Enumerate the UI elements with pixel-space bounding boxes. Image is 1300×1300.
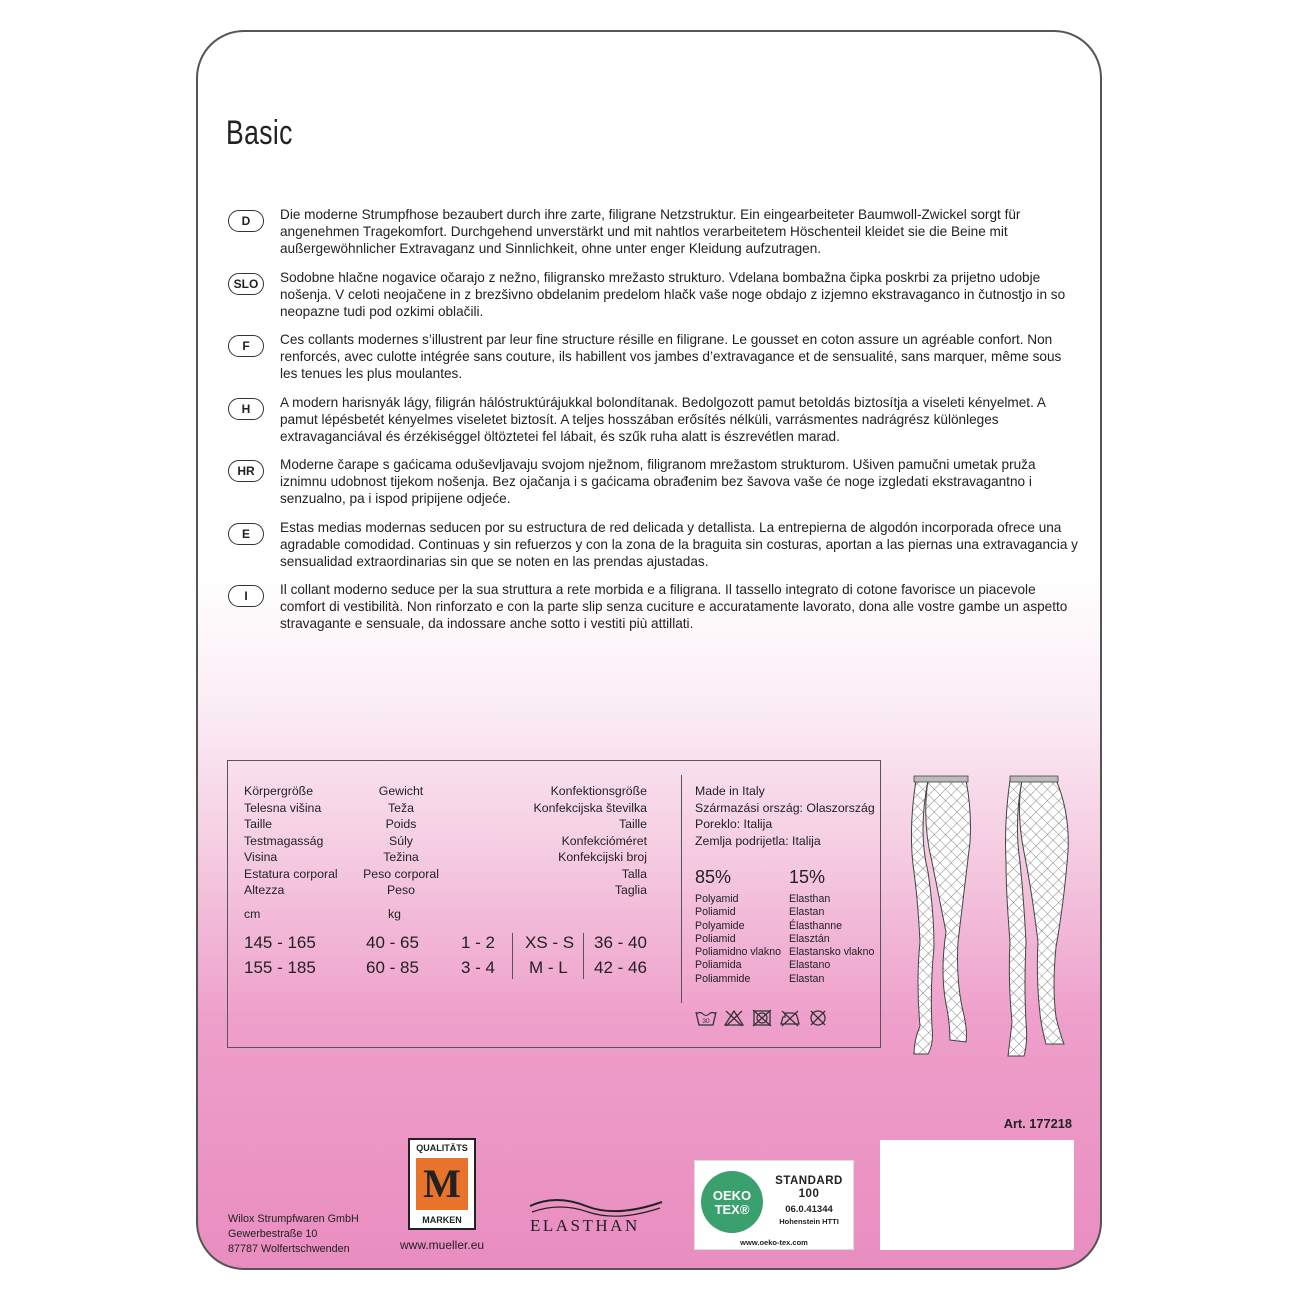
material: Poliammide bbox=[695, 972, 751, 985]
description-text: Sodobne hlačne nogavice očarajo z nežno, filigransko mrežasto strukturo. Vdelana bombažna čipka poskrbi za prijetno udobje nošenja. V celoti neojačene in z brezšivno obdelanim predelom hlačk vaše noge obdajo z izjemno ekstravaganco in čutnostjo in so neopazne tudi pod ozkimi oblačili. bbox=[280, 269, 1066, 319]
letter-row-2: M - L bbox=[529, 958, 568, 977]
no-iron-icon bbox=[779, 1009, 801, 1027]
description-text: Moderne čarape s gaćicama oduševljavaju svojom nježnom, filigranom mrežastom strukturom. Ušiven pamučni umetak pruža iznimnu udobnost tijekom nošenja. Bez ojačanja i s gaćicama obrađenim bez šavova vaše će noge izgledati ekstravagantno i senzualno, pa i ispod pripijene odjeće. bbox=[280, 457, 1036, 506]
label: Taille bbox=[244, 817, 273, 831]
address-line: Gewerbestraße 10 bbox=[228, 1228, 318, 1240]
label: Konfekcijska številka bbox=[533, 800, 647, 815]
size-row-1: 1 - 2 bbox=[461, 933, 496, 952]
label: Taglia bbox=[614, 883, 647, 897]
label: Konfekcijski broj bbox=[558, 850, 647, 864]
label: Taille bbox=[618, 817, 647, 831]
height-labels bbox=[244, 783, 338, 899]
oeko-line2: TEX® bbox=[714, 1202, 750, 1217]
oeko-tex-label bbox=[694, 1160, 854, 1250]
material: Elasthan bbox=[789, 893, 831, 905]
label: Testmagasság bbox=[244, 833, 324, 848]
material: Polyamide bbox=[695, 919, 745, 932]
description-text: Estas medias modernas seducen por su estructura de red delicada y detallista. La entrepierna de algodón incorporada ofrece una agradable comodidad. Continuas y sin refuerzos y con la zona de la braguita sin costuras, aportan a las piernas una extravagancia y sensualidad extraordinarias sin que se noten en las prendas ajustadas. bbox=[280, 519, 1078, 569]
elastane-percent: 15% bbox=[789, 867, 826, 887]
polyamide-names bbox=[695, 893, 781, 986]
no-tumble-dry-icon bbox=[751, 1009, 773, 1027]
height-row-1: 145 - 165 bbox=[244, 933, 316, 952]
description-h bbox=[226, 394, 1076, 457]
label: Estatura corporal bbox=[244, 866, 338, 881]
oeko-line1: OEKO bbox=[712, 1188, 752, 1203]
description-i bbox=[226, 581, 1076, 644]
weight-labels bbox=[346, 783, 456, 899]
material: Poliamida bbox=[695, 959, 742, 972]
material: Elastan bbox=[789, 972, 825, 985]
address-line: 87787 Wolfertschwenden bbox=[228, 1243, 350, 1255]
label: Altezza bbox=[244, 883, 285, 897]
address-line: Wilox Strumpfwaren GmbH bbox=[228, 1213, 359, 1225]
lang-badge-d: D bbox=[228, 210, 264, 232]
description-text: Ces collants modernes s’illustrent par leur fine structure résille en filigrane. Le gousset en coton assure un agréable confort. Non renforcés, avec culotte intégrée sans couture, ils habillent vos jambes d’extravagance et de sensualité, sans marquer, même sous les tenues les plus moulantes. bbox=[280, 332, 1062, 381]
care-symbols bbox=[695, 1009, 829, 1027]
origin-line: Made in Italy bbox=[695, 784, 765, 798]
logo-bottom-text: MARKEN bbox=[422, 1215, 462, 1225]
label: Talla bbox=[621, 866, 647, 881]
label: Súly bbox=[389, 833, 413, 848]
column-divider bbox=[512, 933, 513, 979]
oeko-institute: Hohenstein HTTI bbox=[779, 1217, 839, 1226]
label: Konfektionsgröße bbox=[550, 784, 647, 798]
column-divider bbox=[583, 933, 584, 979]
elastane-names bbox=[789, 893, 874, 986]
manufacturer-address bbox=[228, 1212, 359, 1257]
letter-row-1: XS - S bbox=[525, 933, 575, 952]
elasthan-logo-text: ELASTHAN bbox=[530, 1216, 640, 1235]
description-slo bbox=[226, 269, 1076, 332]
label: Težina bbox=[383, 850, 419, 864]
unit-kg: kg bbox=[388, 907, 401, 921]
size-labels bbox=[534, 783, 647, 899]
description-text: Il collant moderno seduce per la sua struttura a rete morbida e a filigrana. Il tassello integrato di cotone favorisce un piacevole comfort di vestibilità. Non rinforzato e con la parte slip senza cuciture e accuratamente lavorato, dona alle vostre gambe un aspetto stravagante e sensuale, da indossare anche sotto i vestiti più attillati. bbox=[280, 582, 1068, 631]
wash-30-icon bbox=[695, 1009, 717, 1027]
no-dry-clean-icon bbox=[807, 1009, 829, 1027]
oeko-standard bbox=[769, 1175, 849, 1200]
lang-badge-e: E bbox=[228, 523, 264, 545]
logo-letter: M bbox=[423, 1161, 461, 1206]
lang-badge-slo: SLO bbox=[228, 273, 264, 295]
label: Peso corporal bbox=[363, 866, 439, 881]
unit-cm: cm bbox=[244, 907, 261, 921]
material: Poliamid bbox=[695, 906, 736, 919]
weight-row-1: 40 - 65 bbox=[366, 933, 419, 952]
weight-row-2: 60 - 85 bbox=[366, 958, 419, 977]
label: Telesna višina bbox=[244, 800, 322, 815]
size-table bbox=[227, 760, 881, 1048]
section-divider bbox=[681, 775, 682, 1003]
lang-badge-f: F bbox=[228, 335, 264, 357]
wash-temp: 30 bbox=[702, 1018, 710, 1025]
label: Visina bbox=[244, 850, 278, 864]
material: Elastan bbox=[789, 906, 825, 919]
description-text: A modern harisnyák lágy, filigrán hálóstruktúrájukkal bolondítanak. Bedolgozott pamut betoldás biztosítja a viseleti kényelmet. A pamut lépésbetét kényelmes viseletet biztosít. A teljes hosszában erősítés nélküli, varrásmentes nadrágrész különleges extravaganciával és érzékiséggel öltöztetei fel lábait, és szűk ruha alatt is észrevétlen marad. bbox=[280, 394, 1046, 444]
descriptions bbox=[226, 206, 1076, 644]
no-bleach-icon bbox=[723, 1009, 745, 1027]
material: Poliamid bbox=[695, 932, 736, 945]
label: Körpergröße bbox=[244, 784, 314, 798]
polyamide-percent: 85% bbox=[695, 867, 732, 887]
oeko-url: www.oeko-tex.com bbox=[740, 1238, 808, 1247]
lang-badge-i: I bbox=[228, 585, 264, 607]
description-hr bbox=[226, 456, 1076, 519]
material: Elasztán bbox=[789, 932, 830, 945]
eu-row-2: 42 - 46 bbox=[594, 958, 647, 977]
mueller-url: www.mueller.eu bbox=[400, 1238, 485, 1252]
description-f bbox=[226, 331, 1076, 394]
material: Elastansko vlakno bbox=[789, 946, 875, 959]
size-row-2: 3 - 4 bbox=[461, 958, 496, 977]
logo-badge bbox=[416, 1158, 468, 1210]
standard-number: 100 bbox=[798, 1187, 820, 1200]
lang-badge-hr: HR bbox=[228, 460, 264, 482]
material: Polyamid bbox=[695, 893, 739, 905]
material: Poliamidno vlakno bbox=[695, 946, 781, 959]
logo-top-text: QUALITÄTS bbox=[416, 1143, 468, 1153]
lang-badge-h: H bbox=[228, 398, 264, 420]
origin-line: Poreklo: Italija bbox=[695, 817, 773, 831]
origin-line: Származási ország: Olaszország bbox=[695, 800, 875, 815]
tights-illustration-icon bbox=[906, 772, 1092, 1072]
mueller-quality-logo bbox=[408, 1138, 476, 1230]
description-de bbox=[226, 206, 1076, 269]
eu-row-1: 36 - 40 bbox=[594, 933, 647, 952]
label: Poids bbox=[385, 817, 417, 831]
origin-line: Zemlja podrijetla: Italija bbox=[695, 833, 821, 848]
origin-info bbox=[695, 783, 875, 849]
oeko-cert-number: 06.0.41344 bbox=[785, 1204, 833, 1215]
standard-label: STANDARD bbox=[775, 1175, 843, 1187]
description-text: Die moderne Strumpfhose bezaubert durch ihre zarte, filigrane Netzstruktur. Ein eingearbeiteter Baumwoll-Zwickel sorgt für angenehmen Tragekomfort. Durchgehend unverstärkt und mit nahtlos verarbeitetem Höschenteil kleidet sie die Beine mit außergewöhnlicher Extravaganz und Sinnlichkeit, ohne unter enger Kleidung aufzutragen. bbox=[280, 207, 1021, 256]
label: Gewicht bbox=[378, 784, 424, 798]
material: Élasthanne bbox=[789, 919, 843, 932]
label: Konfekcióméret bbox=[561, 833, 647, 848]
article-number: Art. 177218 bbox=[1003, 1116, 1072, 1131]
package-back bbox=[196, 30, 1102, 1270]
product-title: Basic bbox=[226, 114, 293, 152]
height-row-2: 155 - 185 bbox=[244, 958, 316, 977]
label: Teža bbox=[388, 800, 414, 815]
label: Peso bbox=[386, 883, 416, 897]
description-e bbox=[226, 519, 1076, 582]
barcode-area bbox=[880, 1140, 1074, 1250]
material: Elastano bbox=[789, 959, 831, 972]
oeko-tex-logo bbox=[701, 1171, 763, 1233]
